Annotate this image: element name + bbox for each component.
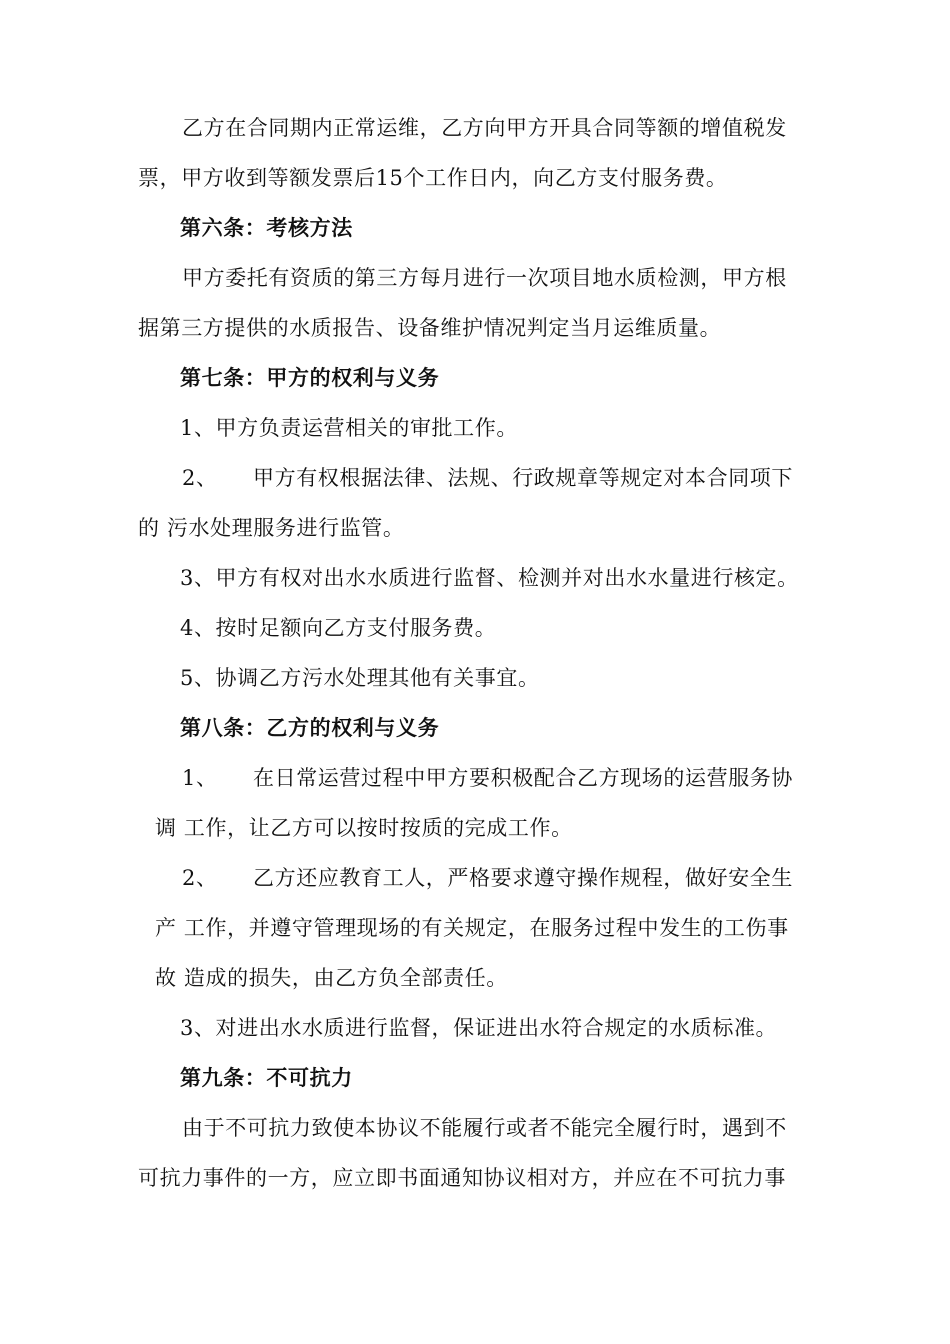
list-item-7-1: 1、甲方负责运营相关的审批工作。 [180, 416, 518, 440]
list-item-7-4: 4、按时足额向乙方支付服务费。 [180, 616, 497, 640]
heading-article-8: 第八条：乙方的权利与义务 [180, 715, 440, 740]
list-item-7-5: 5、协调乙方污水处理其他有关事宜。 [180, 666, 540, 690]
paragraph-force-majeure-line-2: 可抗力事件的一方，应立即书面通知协议相对方，并应在不可抗力事 [138, 1166, 786, 1190]
list-item-8-1-line-2: 调 工作，让乙方可以按时按质的完成工作。 [155, 816, 573, 840]
heading-article-6: 第六条：考核方法 [180, 215, 353, 240]
list-item-8-2-line-3: 故 造成的损失，由乙方负全部责任。 [155, 966, 508, 990]
list-item-8-2-line-2: 产 工作，并遵守管理现场的有关规定，在服务过程中发生的工伤事 [155, 916, 789, 940]
list-item-7-2-line-2: 的 污水处理服务进行监管。 [138, 516, 405, 540]
paragraph-payment-line-2: 票，甲方收到等额发票后15个工作日内，向乙方支付服务费。 [138, 166, 728, 190]
list-item-8-1-line-1: 在日常运营过程中甲方要积极配合乙方现场的运营服务协 [253, 766, 793, 790]
list-item-7-2-number: 2、 [182, 466, 218, 490]
paragraph-assessment-line-2: 据第三方提供的水质报告、设备维护情况判定当月运维质量。 [138, 316, 722, 340]
heading-article-9: 第九条：不可抗力 [180, 1065, 353, 1090]
heading-article-7: 第七条：甲方的权利与义务 [180, 365, 440, 390]
paragraph-assessment-line-1: 甲方委托有资质的第三方每月进行一次项目地水质检测，甲方根 [182, 266, 787, 290]
list-item-7-3: 3、甲方有权对出水水质进行监督、检测并对出水水量进行核定。 [180, 566, 799, 590]
list-item-8-1-number: 1、 [182, 766, 218, 790]
list-item-7-2-line-1: 甲方有权根据法律、法规、行政规章等规定对本合同项下 [253, 466, 793, 490]
list-item-8-2-line-1: 乙方还应教育工人，严格要求遵守操作规程，做好安全生 [253, 866, 793, 890]
list-item-8-2-number: 2、 [182, 866, 218, 890]
paragraph-force-majeure-line-1: 由于不可抗力致使本协议不能履行或者不能完全履行时，遇到不 [182, 1116, 787, 1140]
paragraph-payment-line-1: 乙方在合同期内正常运维，乙方向甲方开具合同等额的增值税发 [182, 116, 787, 140]
list-item-8-3: 3、对进出水水质进行监督，保证进出水符合规定的水质标准。 [180, 1016, 778, 1040]
